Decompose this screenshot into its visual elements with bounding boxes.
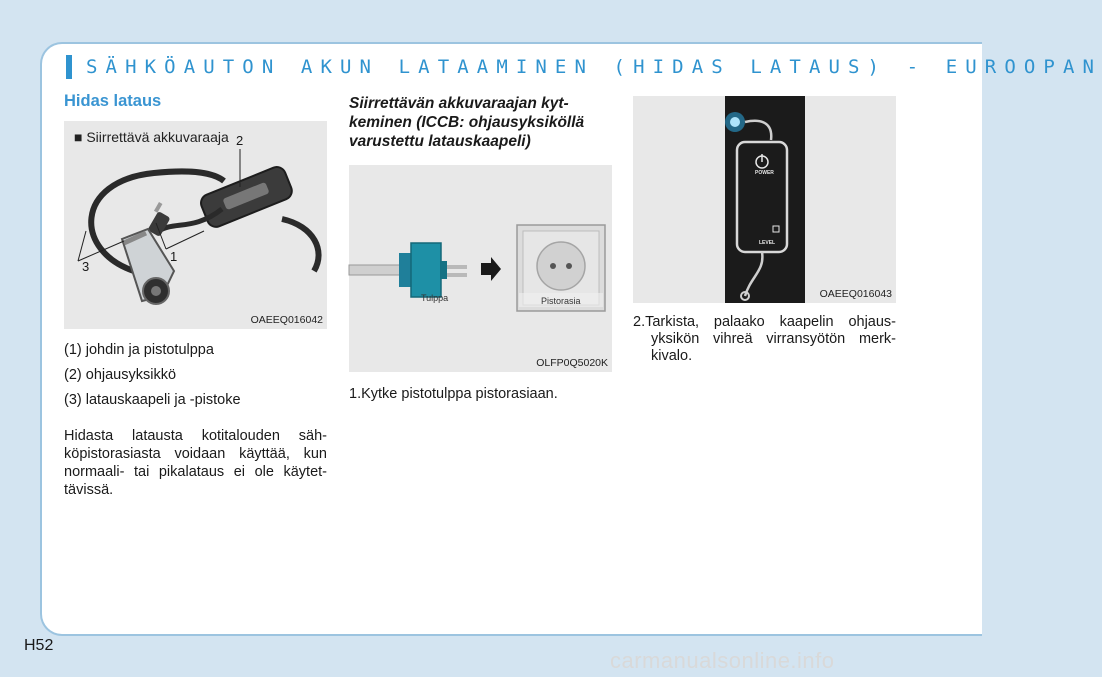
header-title: SÄHKÖAUTON AKUN LATAAMINEN (HIDAS LATAUS) - EUROOPAN <box>86 56 1102 78</box>
callout-2: 2 <box>236 133 244 148</box>
callout-3: 3 <box>82 259 90 274</box>
charger-figure <box>64 121 327 329</box>
column-2 <box>349 94 612 403</box>
column-1 <box>64 92 327 499</box>
plug-label: Tulppa <box>421 293 449 303</box>
list-item: (1) johdin ja pistotulppa <box>64 342 214 358</box>
control-unit-figure <box>633 96 896 303</box>
list-item: (3) latauskaapeli ja -pistoke <box>64 392 241 408</box>
page-number: H52 <box>24 637 54 654</box>
power-label: POWER <box>755 170 774 176</box>
page-header <box>66 53 1102 81</box>
intro-paragraph: Hidasta latausta kotitalouden säh-köpistorasiasta voidaan käyttää, kun normaali- tai pikalataus ei ole käytet-tävissä. <box>64 428 327 498</box>
callout-1: 1 <box>170 249 178 264</box>
level-label: LEVEL <box>759 240 776 246</box>
section-title: Hidas lataus <box>64 92 162 110</box>
socket-label: Pistorasia <box>541 296 581 306</box>
step-2: 2.Tarkista, palaako kaapelin ohjaus-yksikön vihreä virransyötön merk-kivalo. <box>633 314 896 364</box>
plug-socket-illustration <box>349 165 612 372</box>
figure-bullet-label: ■ Siirrettävä akkuvaraaja <box>74 129 229 145</box>
header-accent-bar <box>66 55 72 79</box>
figure-code: OAEEQ016043 <box>819 288 892 300</box>
step-1: 1.Kytke pistotulppa pistorasiaan. <box>349 386 558 402</box>
list-item: (2) ohjausyksikkö <box>64 367 177 383</box>
figure-code: OLFP0Q5020K <box>536 357 608 369</box>
control-unit-illustration <box>633 96 896 303</box>
plug-socket-figure <box>349 165 612 372</box>
column-3 <box>633 96 896 365</box>
watermark: carmanualsonline.info <box>610 648 835 673</box>
figure-code: OAEEQ016042 <box>250 314 323 326</box>
section-subtitle: Siirrettävän akkuvaraajan kyt-keminen (ICCB: ohjausyksiköllä varustettu latauskaapeli) <box>349 95 585 150</box>
component-list <box>64 341 327 409</box>
charger-illustration <box>64 121 327 329</box>
